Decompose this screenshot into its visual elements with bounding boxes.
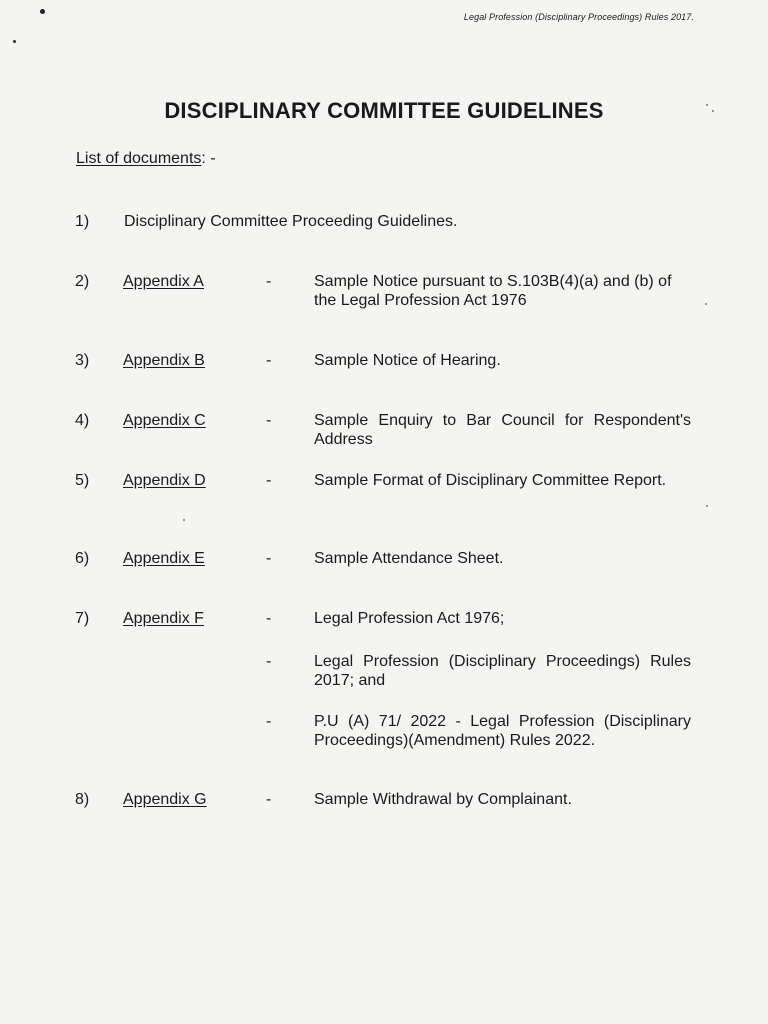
item-number: 6): [75, 550, 90, 567]
item-description: Sample Notice of Hearing.: [314, 352, 501, 369]
ink-speck: [705, 303, 707, 305]
ink-speck: [706, 505, 708, 507]
item-number: 8): [75, 791, 90, 808]
sub-item-description: P.U (A) 71/ 2022 - Legal Profession (Disciplinary Proceedings)(Amendment) Rules 2022.: [314, 713, 691, 749]
item-description: Sample Format of Disciplinary Committee Report.: [314, 472, 667, 489]
appendix-link[interactable]: Appendix A: [123, 273, 204, 290]
item-description: Sample Withdrawal by Complainant.: [314, 791, 572, 808]
item-description: Sample Enquiry to Bar Council for Respondent's Address: [314, 412, 691, 448]
item-description: Sample Notice pursuant to S.103B(4)(a) and (b) of the Legal Profession Act 1976: [314, 273, 672, 309]
list-heading-label: List of documents: [76, 150, 202, 167]
ink-speck: [13, 40, 16, 43]
item-dash: -: [266, 273, 272, 290]
ink-dot: [40, 9, 45, 14]
item-description: Sample Attendance Sheet.: [314, 550, 504, 567]
appendix-link[interactable]: Appendix F: [123, 610, 204, 627]
appendix-link[interactable]: Appendix E: [123, 550, 205, 567]
item-number: 4): [75, 412, 90, 429]
appendix-link[interactable]: Appendix C: [123, 412, 206, 429]
item-description: Legal Profession Act 1976;: [314, 610, 505, 627]
list-heading-suffix: : -: [201, 150, 216, 167]
appendix-link[interactable]: Appendix B: [123, 352, 205, 369]
page-title: DISCIPLINARY COMMITTEE GUIDELINES: [164, 98, 604, 123]
item-number: 2): [75, 273, 90, 290]
sub-item-dash: -: [266, 713, 272, 730]
item-number: 5): [75, 472, 90, 489]
item-dash: -: [266, 610, 272, 627]
item-dash: -: [266, 791, 272, 808]
item-dash: -: [266, 472, 272, 489]
item-dash: -: [266, 352, 272, 369]
sub-item-dash: -: [266, 653, 272, 670]
ink-speck: [183, 519, 185, 521]
appendix-link[interactable]: Appendix D: [123, 472, 206, 489]
item-number: 7): [75, 610, 90, 627]
item-number: 3): [75, 352, 90, 369]
list-heading: [76, 150, 216, 168]
item-dash: -: [266, 550, 272, 567]
appendix-link[interactable]: Appendix G: [123, 791, 207, 808]
item-dash: -: [266, 412, 272, 429]
item-text: Disciplinary Committee Proceeding Guidelines.: [124, 213, 458, 230]
item-number: 1): [75, 213, 90, 230]
running-header: Legal Profession (Disciplinary Proceedings) Rules 2017.: [463, 12, 694, 22]
sub-item-description: Legal Profession (Disciplinary Proceedings) Rules 2017; and: [314, 653, 691, 689]
